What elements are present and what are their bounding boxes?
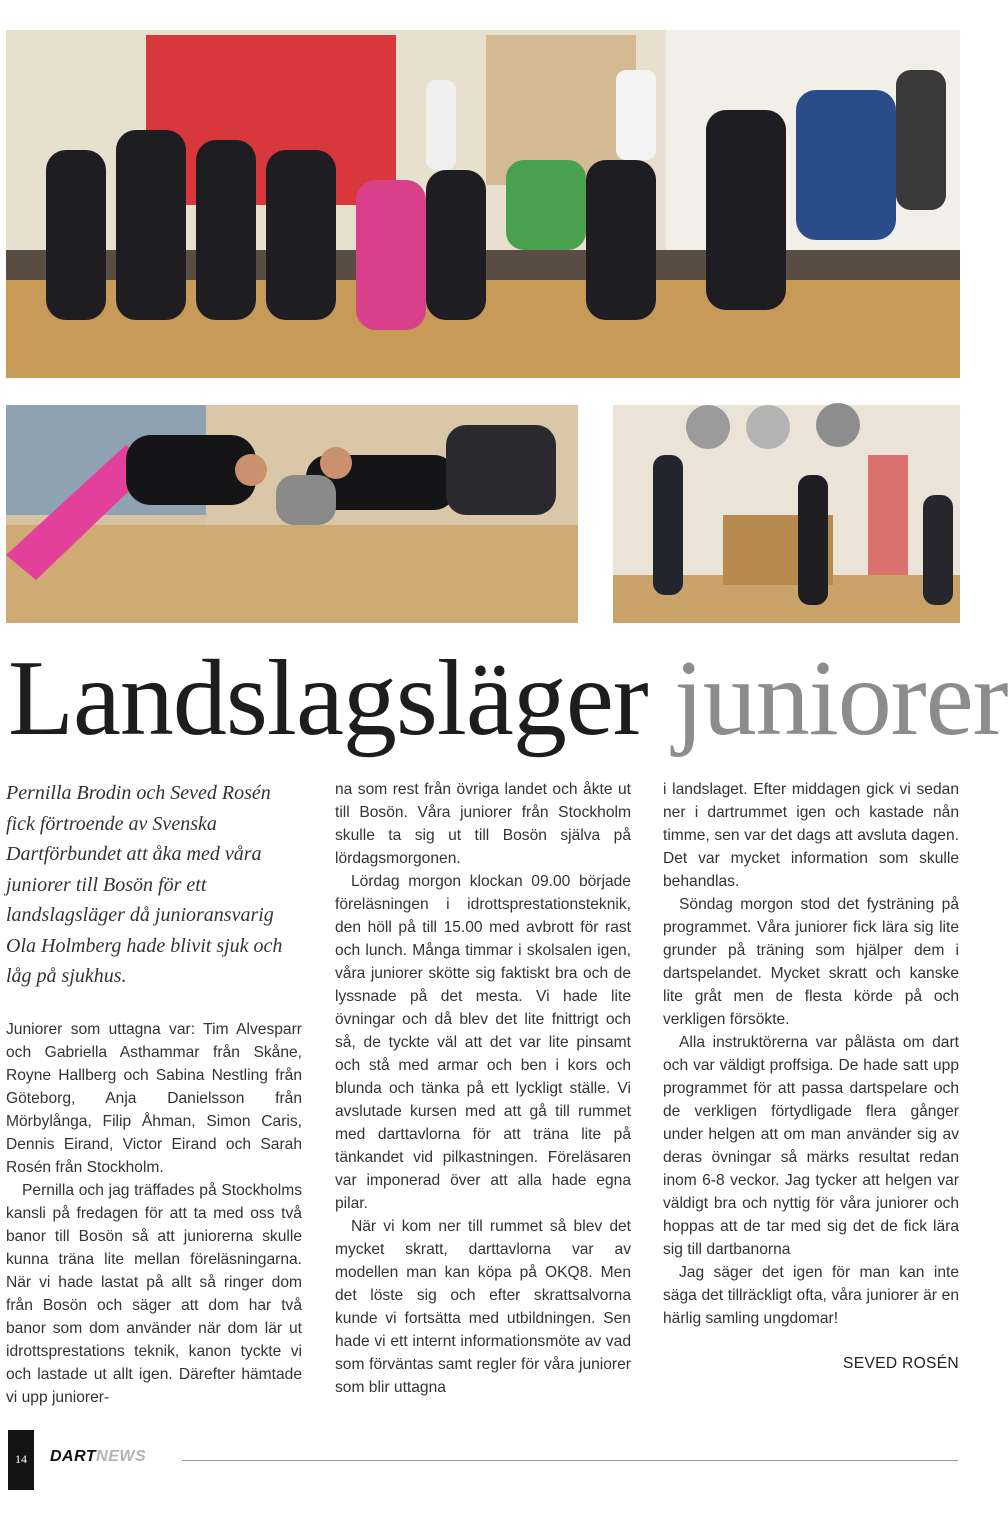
article-paragraph: Alla instruktörerna var pålästa om dart och var väldigt proffsiga. De hade satt upp programmet för att passa dartspelare och de verkligen förtydligade flera gånger under helgen att om man använder sig av deras övningar så märks resultat redan inom 6-8 veckor. Jag tycker att helgen var väldigt bra och nyttig för våra juniorer och hoppas att de tar med sig det de fick lära sig till dartbanorna [663,1034,959,1258]
article-paragraph: Jag säger det igen för man kan inte säga det tillräckligt ofta, våra juniorer är en härlig samling ungdomar! [663,1264,959,1327]
exercise-photo [6,405,578,623]
article-column-3 [663,778,959,1375]
article-paragraph: Lördag morgon klockan 09.00 började föreläsningen i idrottsprestationsteknik, den höll på till 15.00 med avbrott för rast och lunch. Många timmar i skolsalen igen, våra juniorer skötte sig faktiskt bra och de lyssnade på det mesta. Vi hade lite övningar och då blev det lite fnittrigt och så, de tyckte väl att det var lite pinsamt och stå med armar och ben i kors och blunda och tänka på ett lyckligt ställe. Vi avslutade kursen med att gå till rummet med darttavlorna för att träna lite på tänkandet vid pilkastningen. Föreläsaren var imponerad över att alla hade egna pilar. [335,873,631,1212]
article-paragraph: Pernilla och jag träffades på Stockholms kansli på fredagen för att ta med oss två banor till Bosön så att juniorerna skulle kunna träna lite mellan föreläsningarna. När vi hade lastat på allt så ringer dom från Bosön och säger att dom har två banor som dom använder när dom lär ut idrottsprestations teknik, kanon tyckte vi och lastade ut allt igen. Därefter hämtade vi upp juniorer- [6,1181,302,1406]
footer-rule [182,1460,958,1461]
page-number: 14 [8,1430,34,1490]
author-signature: SEVED ROSÉN [843,1355,959,1372]
logo-dart: DART [50,1448,97,1465]
logo-news: NEWS [96,1448,147,1465]
instructors-photo [613,405,960,623]
article-paragraph: Söndag morgon stod det fysträning på programmet. Våra juniorer fick lära sig lite grunder på träning som hjälper dem i dartspelandet. Mycket skratt och kanske lite gråt men de flesta körde på och verkligen försökte. [663,896,959,1028]
article-paragraph: Juniorer som uttagna var: Tim Alvesparr och Gabriella Asthammar från Skåne, Royne Hallberg och Sabina Nestling från Göteborg, Anja Danielsson från Mörbylånga, Filip Åhman, Simon Caris, Dennis Eirand, Victor Eirand och Sarah Rosén från Stockholm. [6,1020,302,1176]
article-intro: Pernilla Brodin och Seved Rosén fick förtroende av Svenska Dartförbundet att åka med våra juniorer till Bosön för ett landslagsläger då junioransvarig Ola Holmberg hade blivit sjuk och låg på sjukhus. [6,782,283,987]
headline [8,639,1008,758]
article-column-1 [6,778,302,1409]
headline-dark: Landslagsläger [8,639,648,758]
article-column-2 [335,778,631,1399]
page-footer [0,1430,960,1490]
article-paragraph: i landslaget. Efter middagen gick vi sedan ner i dartrummet igen och kastade nån timme, sen var det dags att avsluta dagen. Det var mycket information som skulle behandlas. [663,781,959,890]
article-paragraph: När vi kom ner till rummet så blev det mycket skratt, darttavlorna var av modellen man kan köpa på OKQ8. Men det löste sig och efter skrattsalvorna kunde vi fortsätta med utbildningen. Sen hade vi ett internt informationsmöte av vad som förväntas samt regler för våra juniorer som blir uttagna [335,1218,631,1396]
group-photo [6,30,960,378]
magazine-logo [50,1448,146,1466]
article-paragraph: na som rest från övriga landet och åkte ut till Bosön. Våra juniorer från Stockholm skulle ta sig ut till Bosön själva på lördagsmorgonen. [335,781,631,867]
headline-light: juniorer [673,639,1008,758]
